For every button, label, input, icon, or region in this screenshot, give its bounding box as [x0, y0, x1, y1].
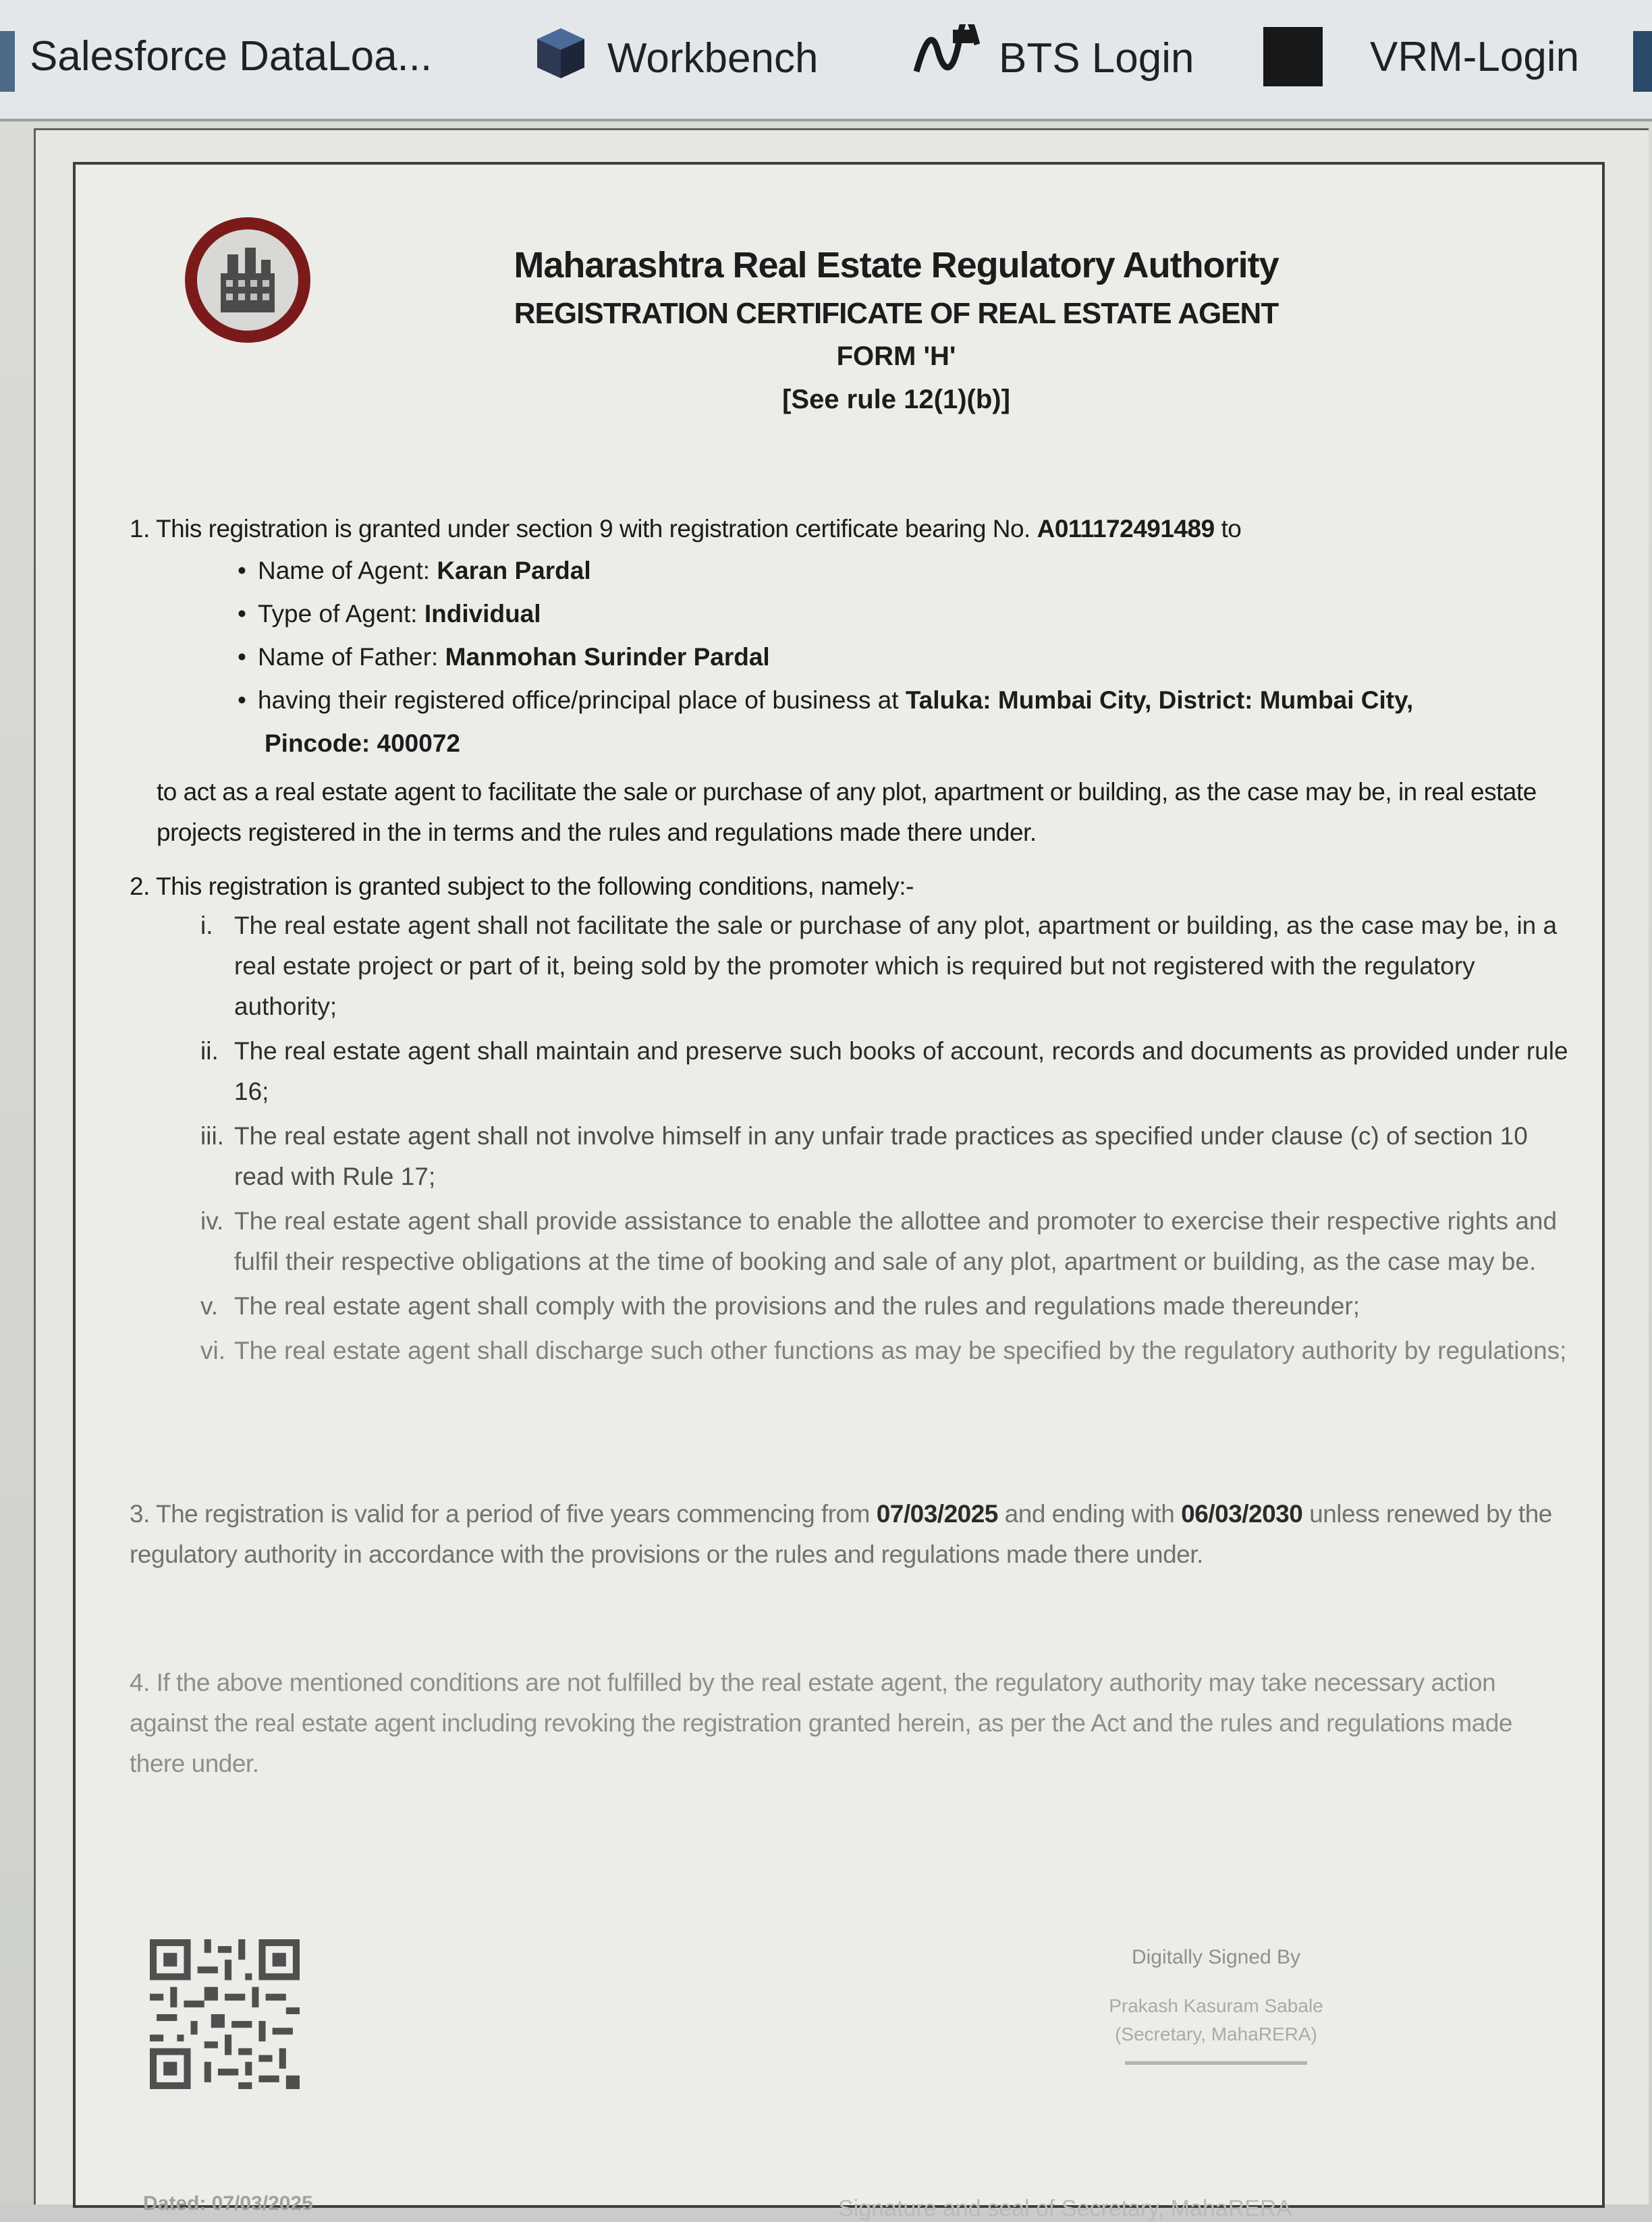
- validity-text: 3. The registration is valid for a period of five years commencing from: [130, 1500, 870, 1528]
- detail-label: Type of Agent:: [258, 600, 418, 628]
- detail-label: Name of Agent:: [258, 557, 431, 584]
- agent-type: Individual: [424, 600, 541, 628]
- section-1-purpose: to act as a real estate agent to facilitate the sale or purchase of any plot, apartment or building, as the case may be, in real estate projects registered in the in terms and the rules and regulations made there under.: [157, 778, 1537, 846]
- section-1-intro: [130, 509, 1567, 549]
- valid-until-date: 06/03/2030: [1181, 1500, 1303, 1528]
- rule-reference: [See rule 12(1)(b)]: [782, 385, 1010, 414]
- bookmark-label: Salesforce DataLoa...: [30, 33, 433, 80]
- bookmark-bts-login[interactable]: [912, 24, 1194, 92]
- agent-details-list: [238, 549, 1574, 765]
- section-3-validity: [130, 1494, 1567, 1575]
- qr-code: [150, 1939, 300, 2089]
- form-label: FORM 'H': [836, 341, 956, 371]
- list-item: • Name of Agent: Karan Pardal: [238, 557, 591, 584]
- signatory-title: (Secretary, MahaRERA): [1115, 2024, 1317, 2045]
- condition-item: [200, 906, 1570, 1027]
- condition-number: i.: [200, 912, 213, 939]
- cube-icon: [533, 26, 588, 91]
- conditions-list: [200, 906, 1570, 1375]
- condition-number: iii.: [200, 1122, 224, 1150]
- condition-number: vi.: [200, 1337, 225, 1364]
- bookmark-label: VRM-Login: [1370, 33, 1580, 80]
- validity-text: unless renewed by the regulatory authority in accordance with the provisions or the rules and regulations made there under.: [130, 1500, 1552, 1568]
- authority-title: Maharashtra Real Estate Regulatory Authority: [514, 245, 1279, 285]
- father-name: Manmohan Surinder Pardal: [445, 643, 770, 671]
- condition-item: [200, 1031, 1570, 1112]
- section-1-intro-text: 1. This registration is granted under section 9 with registration certificate bearing No.: [130, 515, 1030, 543]
- signatory-name: Prakash Kasuram Sabale: [1109, 1995, 1323, 2016]
- bookmark-salesforce[interactable]: [30, 32, 432, 80]
- condition-number: ii.: [200, 1037, 219, 1065]
- business-address: Taluka: Mumbai City, District: Mumbai City,: [905, 686, 1414, 714]
- condition-text: The real estate agent shall comply with the provisions and the rules and regulations made thereunder;: [234, 1292, 1360, 1320]
- pincode-label: Pincode:: [265, 729, 370, 757]
- bookmark-vrm-login[interactable]: [1263, 27, 1579, 86]
- certificate-number: A011172491489: [1037, 515, 1215, 543]
- agent-name: Karan Pardal: [437, 557, 591, 584]
- condition-text: The real estate agent shall discharge such other functions as may be specified by the regulatory authority by regulations;: [234, 1337, 1567, 1364]
- condition-text: The real estate agent shall not facilitate the sale or purchase of any plot, apartment or building, as the case may be, in a real estate project or part of it, being sold by the promoter which is required but not registered with the regulatory authority;: [234, 912, 1558, 1020]
- signature-icon: [912, 24, 980, 92]
- condition-text: The real estate agent shall not involve himself in any unfair trade practices as specified under clause (c) of section 10 read with Rule 17;: [234, 1122, 1528, 1190]
- certificate-page: [73, 162, 1605, 2221]
- signature-hash: ▬▬▬▬▬▬▬▬▬▬▬▬▬▬▬: [1125, 2054, 1307, 2067]
- section-4-revocation: 4. If the above mentioned conditions are not fulfilled by the real estate agent, the regulatory authority may take necessary action against the real estate agent including revoking the registration granted herein, as per the Act and the rules and regulations made there under.: [130, 1669, 1512, 1777]
- condition-number: v.: [200, 1292, 219, 1320]
- signature-caption: Signature and seal of Secretary, MahaRERA: [838, 2196, 1292, 2221]
- section-2-intro: 2. This registration is granted subject to the following conditions, namely:-: [130, 872, 914, 900]
- bookmark-workbench[interactable]: [533, 26, 818, 91]
- condition-text: The real estate agent shall maintain and preserve such books of account, records and documents as provided under rule 16;: [234, 1037, 1568, 1105]
- list-item: • having their registered office/principal place of business at Taluka: Mumbai City, District: Mumbai City,: [238, 686, 1414, 714]
- validity-text: and ending with: [1004, 1500, 1175, 1528]
- pincode: 400072: [377, 729, 460, 757]
- condition-number: iv.: [200, 1207, 224, 1235]
- condition-item: [200, 1201, 1570, 1282]
- section-1-to: to: [1221, 515, 1242, 543]
- signature-heading: Digitally Signed By: [1131, 1946, 1301, 1968]
- bookmarks-edge-left: [0, 31, 15, 92]
- digital-signature-block: [939, 1946, 1493, 2068]
- black-square-icon: [1263, 27, 1323, 86]
- bookmarks-bar: [0, 0, 1652, 121]
- condition-item: [200, 1331, 1570, 1371]
- certificate-subtitle: REGISTRATION CERTIFICATE OF REAL ESTATE AGENT: [514, 297, 1279, 330]
- bookmark-label: BTS Login: [999, 35, 1194, 82]
- condition-item: [200, 1286, 1570, 1327]
- list-item: • Type of Agent: Individual: [238, 600, 541, 628]
- detail-label: Name of Father:: [258, 643, 439, 671]
- detail-label: having their registered office/principal place of business at: [258, 686, 899, 714]
- list-item: • Name of Father: Manmohan Surinder Pardal: [238, 643, 770, 671]
- valid-from-date: 07/03/2025: [876, 1500, 998, 1528]
- list-item: [238, 722, 1574, 765]
- condition-item: [200, 1116, 1570, 1197]
- dated-label: Dated: 07/03/2025: [143, 2192, 313, 2215]
- bookmarks-edge-right: [1633, 31, 1652, 92]
- condition-text: The real estate agent shall provide assistance to enable the allottee and promoter to exercise their respective rights and fulfil their respective obligations at the time of booking and sale of any plot, apartment or building, as the case may be.: [234, 1207, 1558, 1275]
- bookmark-label: Workbench: [607, 35, 819, 82]
